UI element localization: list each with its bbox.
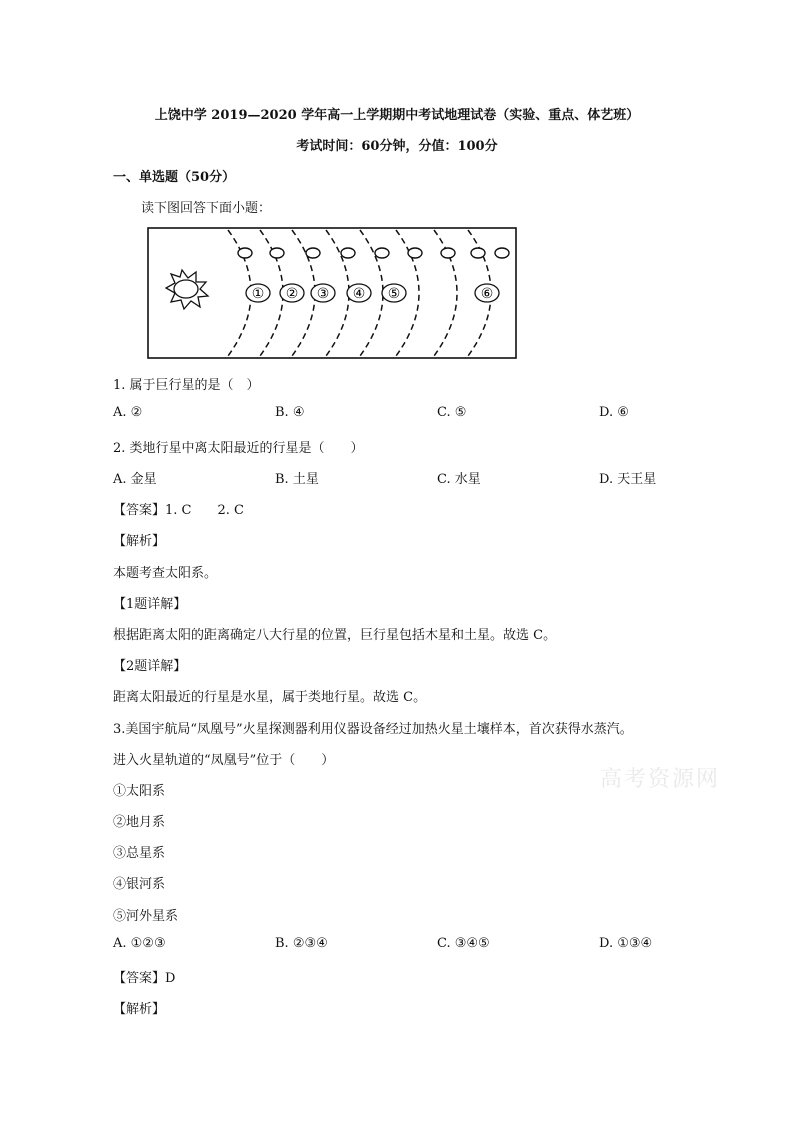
answer-2: 【答案】D <box>113 971 176 986</box>
planet-label: ⑤ <box>387 286 401 302</box>
question-1-option-b[interactable]: B. ④ <box>275 405 305 420</box>
analysis-label-2: 【解析】 <box>113 1002 166 1017</box>
question-3-item: ①太阳系 <box>113 784 166 799</box>
question-2-option-a[interactable]: A. 金星 <box>113 472 157 487</box>
intro-text: 读下图回答下面小题： <box>141 201 272 216</box>
question-1-option-d[interactable]: D. ⑥ <box>599 405 629 420</box>
answer-1: 【答案】1. C 2. C <box>113 503 244 518</box>
question-1-option-c[interactable]: C. ⑤ <box>437 405 467 420</box>
page-subtitle: 考试时间：60分钟，分值：100分 <box>296 139 498 154</box>
analysis-label-1: 【解析】 <box>113 534 166 549</box>
question-3-option-c[interactable]: C. ③④⑤ <box>437 936 490 951</box>
page-title: 上饶中学 2019—2020 学年高一上学期期中考试地理试卷（实验、重点、体艺班） <box>154 108 640 123</box>
question-2-option-c[interactable]: C. 水星 <box>437 472 481 487</box>
watermark: 高考资源网 <box>600 767 721 792</box>
question-3-item: ⑤河外星系 <box>113 909 179 924</box>
solar-system-figure <box>146 226 518 362</box>
question-3-item: ②地月系 <box>113 815 166 830</box>
planet-label: ⑥ <box>480 286 494 302</box>
detail-text-2: 距离太阳最近的行星是水星，属于类地行星。故选 C。 <box>113 690 427 705</box>
question-3-option-a[interactable]: A. ①②③ <box>113 936 166 951</box>
planet-label: ③ <box>316 286 330 302</box>
planet-label: ② <box>285 286 299 302</box>
question-3-option-b[interactable]: B. ②③④ <box>275 936 328 951</box>
question-3-stem-line1: 3.美国宇航局“凤凰号”火星探测器利用仪器设备经过加热火星土壤样本，首次获得水蒸汽。 <box>113 722 633 737</box>
detail-label-2: 【2题详解】 <box>113 659 187 674</box>
detail-text-1: 根据距离太阳的距离确定八大行星的位置，巨行星包括木星和土星。故选 C。 <box>113 628 557 643</box>
question-1-option-a[interactable]: A. ② <box>113 405 143 420</box>
question-3-item: ④银河系 <box>113 877 166 892</box>
question-2-option-b[interactable]: B. 土星 <box>275 472 319 487</box>
question-1-stem: 1. 属于巨行星的是（ ） <box>113 378 260 393</box>
detail-label-1: 【1题详解】 <box>113 597 187 612</box>
question-3-option-d[interactable]: D. ①③④ <box>599 936 653 951</box>
planet-label: ④ <box>352 286 366 302</box>
planet-label: ① <box>251 286 265 302</box>
question-3-stem-line2: 进入火星轨道的“凤凰号”位于（ ） <box>113 753 335 768</box>
section-heading: 一、单选题（50分） <box>113 170 236 185</box>
question-2-option-d[interactable]: D. 天王星 <box>599 472 657 487</box>
analysis-text-1: 本题考查太阳系。 <box>113 566 218 581</box>
question-3-item: ③总星系 <box>113 846 166 861</box>
question-2-stem: 2. 类地行星中离太阳最近的行星是（ ） <box>113 441 364 456</box>
